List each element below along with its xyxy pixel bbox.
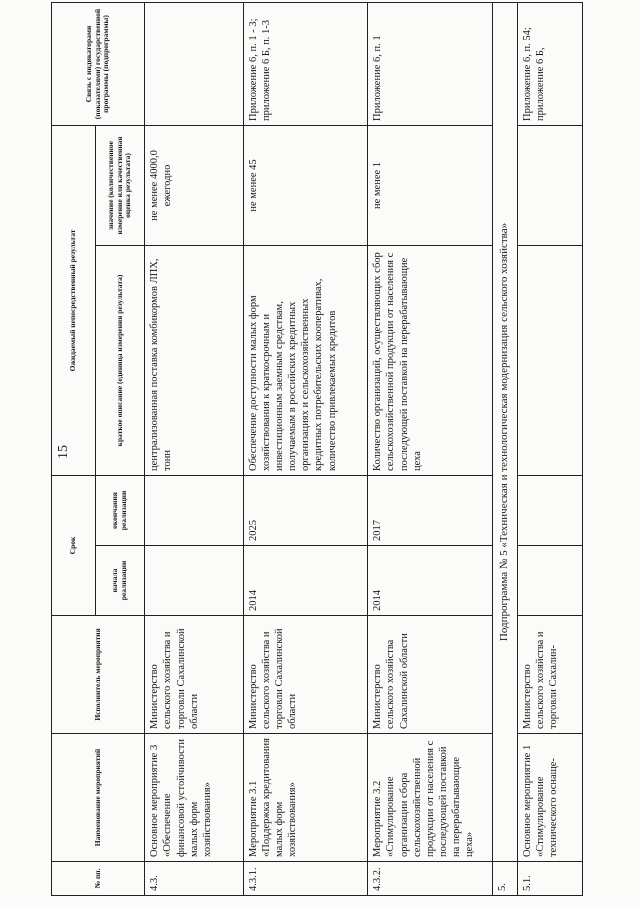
cell-no: 4.3.1. bbox=[243, 862, 367, 896]
page-number: 15 bbox=[56, 445, 71, 459]
subprogram-title: Подпрограмма № 5 «Техническая и технологическая модернизация сельского хозяйства» bbox=[492, 2, 517, 861]
measures-table bbox=[51, 2, 583, 896]
header-row-1 bbox=[52, 2, 96, 895]
cell-value bbox=[517, 125, 582, 245]
cell-link bbox=[145, 2, 244, 125]
cell-start bbox=[145, 546, 244, 616]
header-name: Наименование мероприятий bbox=[52, 734, 145, 862]
cell-end bbox=[145, 475, 244, 545]
cell-end: 2017 bbox=[368, 475, 492, 545]
cell-executor: Министерство сельского хозяйства и торговли Сахалинской области bbox=[243, 616, 367, 734]
header-no: № пп. bbox=[52, 862, 145, 896]
cell-link: Приложение 6, п. 1 - 3; приложение 6 Б, п. 1-3 bbox=[243, 2, 367, 125]
cell-start: 2014 bbox=[243, 546, 367, 616]
cell-link: Приложение 6, п. 54; приложение 6 Б, bbox=[517, 2, 582, 125]
cell-start: 2014 bbox=[368, 546, 492, 616]
cell-desc: Обеспечение доступности малых форм хозяйствования к краткосрочным и инвестиционным заемным средствам, получаемым в российских кредитных организациях и сельскохозяйственных кредитных потребительских кооперативах, количество привлекаемых кредитов bbox=[243, 245, 367, 475]
cell-end: 2025 bbox=[243, 475, 367, 545]
header-link: Связь с индикаторами (показателями) государственной программы (подпрограммы) bbox=[52, 2, 145, 125]
header-end: окончания реализации bbox=[95, 475, 145, 545]
cell-link: Приложение 6, п. 1 bbox=[368, 2, 492, 125]
cell-name: Основное мероприятие 3 «Обеспечение финансовой устойчивости малых форм хозяйствования» bbox=[145, 734, 244, 862]
subprogram-no: 5. bbox=[492, 862, 517, 896]
cell-value: не менее 45 bbox=[243, 125, 367, 245]
table-row bbox=[145, 2, 244, 895]
cell-executor: Министерство сельского хозяйства Сахалинской области bbox=[368, 616, 492, 734]
table-rotation-frame bbox=[51, 3, 583, 896]
cell-executor: Министерство сельского хозяйства и торговли Сахалинской области bbox=[145, 616, 244, 734]
cell-desc: Количество организаций, осуществляющих сбор сельскохозяйственной продукции от населения с последующей поставкой на перерабатывающие цеха bbox=[368, 245, 492, 475]
header-term: Срок bbox=[52, 475, 96, 615]
cell-end bbox=[517, 475, 582, 545]
cell-name: Мероприятие 3.1 «Поддержка кредитования малых форм хозяйствования» bbox=[243, 734, 367, 862]
cell-name: Основное мероприятие 1 «Стимулирование технического оснаще- bbox=[517, 734, 582, 862]
cell-no: 4.3.2. bbox=[368, 862, 492, 896]
cell-value: не менее 4000,0 ежегодно bbox=[145, 125, 244, 245]
header-result: Ожидаемый непосредственный результат bbox=[52, 125, 96, 475]
cell-start bbox=[517, 546, 582, 616]
subprogram-row bbox=[492, 2, 517, 895]
cell-executor: Министерство сельского хозяйства и торговли Сахалин- bbox=[517, 616, 582, 734]
cell-desc: централизованная поставка комбикормов ЛПХ, тонн bbox=[145, 245, 244, 475]
cell-desc bbox=[517, 245, 582, 475]
table-row bbox=[243, 2, 367, 895]
table-landscape bbox=[51, 3, 583, 896]
cell-name: Мероприятие 3.2 «Стимулирование организации сбора сельскохозяйственной продукции от населения с последующей поставкой на перерабатывающие цеха» bbox=[368, 734, 492, 862]
cell-no: 4.3. bbox=[145, 862, 244, 896]
cell-value: не менее 1 bbox=[368, 125, 492, 245]
header-executor: Исполнитель мероприятия bbox=[52, 616, 145, 734]
header-start: начала реализации bbox=[95, 546, 145, 616]
header-desc: краткое описание (единица измерения результата) bbox=[95, 245, 145, 475]
table-row bbox=[517, 2, 582, 895]
header-value: значение (количественное измерение или качественная оценка результата) bbox=[95, 125, 145, 245]
cell-no: 5.1. bbox=[517, 862, 582, 896]
table-row bbox=[368, 2, 492, 895]
